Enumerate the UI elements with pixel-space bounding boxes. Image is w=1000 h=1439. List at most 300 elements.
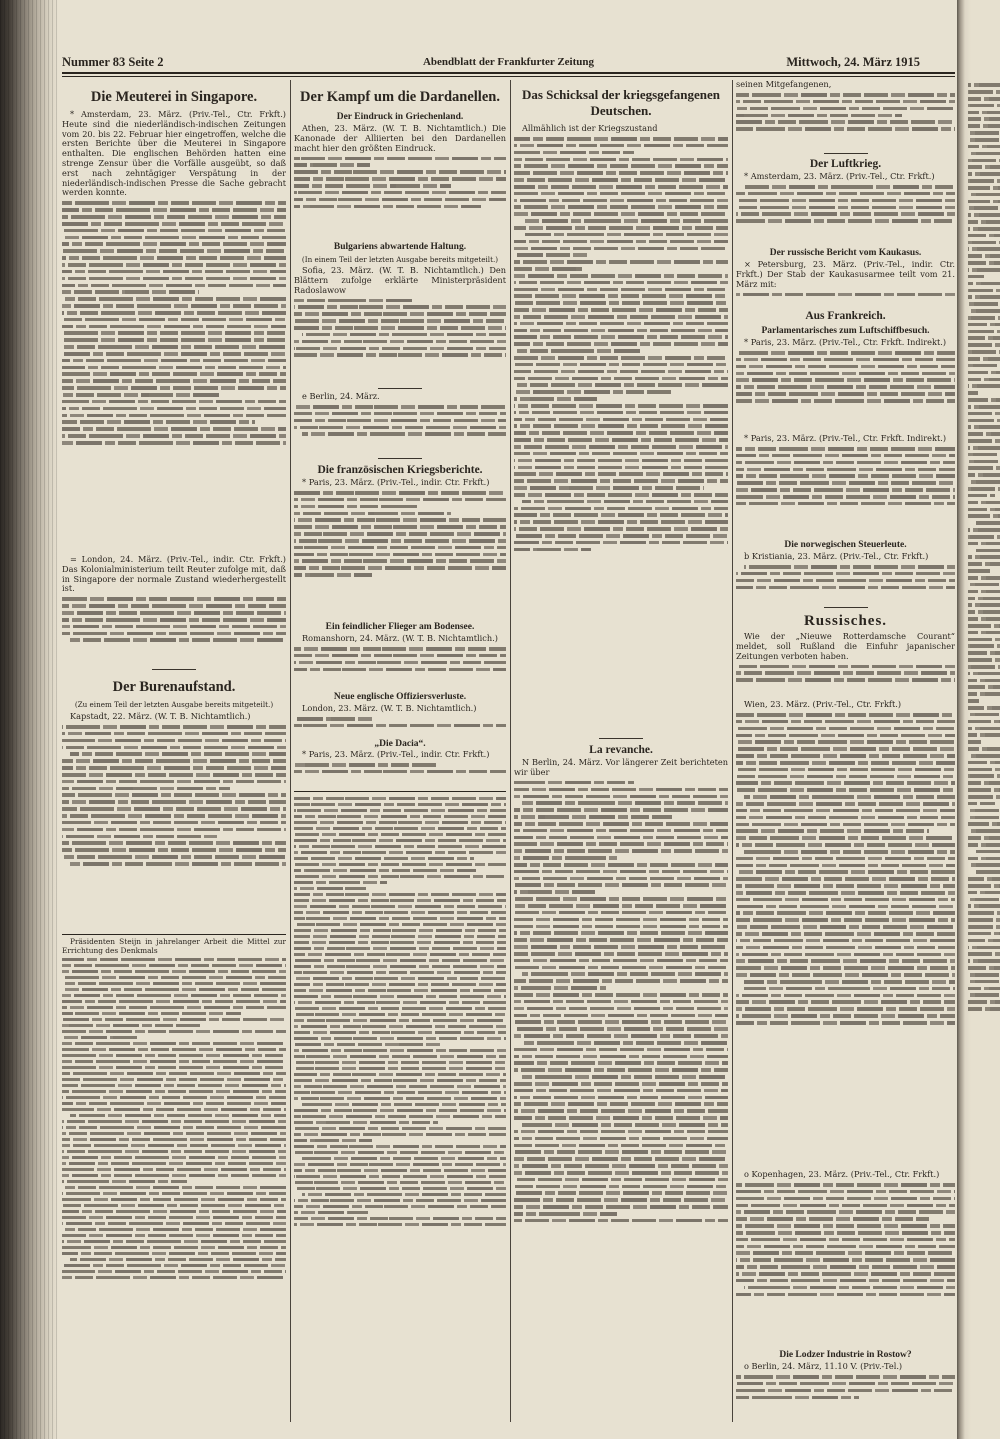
print-line — [514, 466, 728, 470]
print-line — [968, 863, 1000, 867]
print-line — [968, 857, 1000, 861]
print-line — [968, 111, 1000, 115]
print-line — [968, 774, 1000, 778]
print-line — [736, 358, 955, 362]
print-line — [968, 316, 1000, 320]
article-text: * Paris, 23. März. (Priv.-Tel., Ctr. Frkft. Indirekt.) — [744, 434, 947, 443]
print-line — [736, 905, 955, 909]
print-line — [968, 816, 1000, 820]
print-line — [736, 192, 955, 196]
print-line — [968, 97, 1000, 101]
article-text: Romanshorn, 24. März. (W. T. B. Nichtamtlich.) — [302, 634, 498, 643]
print-line — [968, 768, 1000, 772]
text-texture — [736, 289, 955, 308]
article-sofia — [294, 266, 506, 384]
print-line — [514, 541, 728, 545]
print-line — [736, 474, 955, 478]
print-line — [968, 809, 1000, 813]
print-line — [62, 1168, 286, 1171]
print-line — [736, 1272, 955, 1276]
print-line — [294, 1019, 506, 1022]
print-line — [968, 658, 1000, 662]
print-line — [736, 1014, 955, 1018]
print-line — [968, 145, 1000, 149]
print-line — [514, 342, 728, 346]
print-line — [62, 739, 286, 743]
print-line — [736, 219, 955, 223]
print-line — [968, 124, 1000, 128]
print-line — [736, 747, 955, 751]
print-line — [736, 734, 955, 738]
print-line — [968, 590, 1000, 594]
print-line — [968, 487, 1000, 491]
article-paris-1 — [736, 338, 955, 434]
print-line — [62, 793, 286, 797]
print-line — [62, 800, 286, 804]
text-texture — [294, 644, 506, 690]
print-line — [302, 1157, 506, 1160]
print-line — [514, 226, 728, 230]
print-line — [294, 559, 506, 563]
print-line — [62, 807, 286, 811]
print-line — [968, 918, 1000, 922]
print-line — [62, 759, 286, 763]
print-line — [744, 980, 955, 984]
print-line — [968, 651, 1000, 655]
article-text: o Berlin, 24. März, 11.10 V. (Priv.-Tel.) — [744, 1362, 903, 1371]
article-la-revanche — [514, 758, 728, 1420]
print-line — [968, 309, 1000, 313]
print-line — [294, 803, 506, 806]
print-line — [968, 624, 1000, 628]
print-line — [968, 494, 995, 498]
print-line — [70, 752, 286, 756]
print-line — [514, 520, 728, 524]
print-line — [514, 1096, 728, 1100]
print-line — [736, 823, 955, 827]
print-line — [736, 351, 955, 355]
print-line — [62, 1144, 286, 1147]
print-line — [968, 733, 1000, 737]
print-line — [736, 720, 955, 724]
masthead: Abendblatt der Frankfurter Zeitung — [422, 56, 594, 68]
print-line — [736, 946, 955, 950]
headline-singapore: Die Meuterei in Singapore. — [90, 89, 258, 105]
text-texture — [736, 348, 955, 434]
print-line — [294, 505, 417, 509]
subhead-bulgarien: Bulgariens abwartende Haltung. — [333, 242, 467, 252]
article-london-offiziere — [294, 704, 506, 738]
print-line — [514, 1171, 728, 1175]
print-line — [294, 1115, 506, 1118]
print-line — [968, 631, 1000, 635]
print-line — [968, 617, 1000, 621]
print-line — [514, 301, 728, 305]
text-texture — [294, 402, 506, 454]
print-line — [968, 514, 1000, 518]
print-line — [968, 419, 1000, 423]
print-line — [514, 842, 728, 846]
print-line — [968, 501, 1000, 505]
print-line — [514, 870, 728, 874]
print-line — [62, 982, 286, 985]
print-line — [968, 330, 1000, 334]
headline-kriegsberichte: Die französischen Kriegsberichte. — [317, 464, 483, 476]
print-line — [62, 732, 286, 736]
print-line — [968, 227, 1000, 231]
print-line — [62, 970, 286, 973]
print-line — [294, 815, 506, 818]
print-line — [736, 579, 955, 583]
print-line — [62, 229, 286, 233]
print-line — [744, 987, 955, 991]
print-line — [294, 532, 506, 536]
print-line — [62, 828, 286, 832]
print-line — [514, 945, 728, 949]
print-line — [736, 665, 955, 669]
print-line — [62, 1084, 286, 1087]
print-line — [294, 1175, 506, 1178]
print-line — [62, 1138, 286, 1141]
print-line — [968, 425, 1000, 429]
print-line — [294, 1211, 368, 1214]
print-line — [514, 1020, 728, 1024]
print-line — [294, 1145, 506, 1148]
print-line — [514, 137, 728, 141]
print-line — [294, 1049, 506, 1052]
print-line — [736, 740, 955, 744]
print-line — [514, 877, 728, 881]
text-texture — [294, 488, 506, 620]
print-line — [294, 405, 506, 409]
print-line — [522, 801, 728, 805]
print-line — [968, 371, 1000, 375]
print-line — [514, 438, 728, 442]
print-line — [294, 1037, 506, 1040]
print-line — [736, 1224, 955, 1228]
print-line — [62, 277, 286, 281]
print-line — [302, 1193, 506, 1196]
print-line — [514, 931, 728, 935]
print-line — [736, 918, 955, 922]
print-line — [70, 638, 286, 642]
print-line — [514, 315, 728, 319]
print-line — [514, 548, 591, 552]
print-line — [736, 994, 955, 998]
article-text: × Petersburg, 23. März. (Priv.-Tel., indir. Ctr. Frkft.) Der Stab der Kaukasusarmee teilt vom 21. März mit: — [736, 260, 955, 289]
print-line — [514, 247, 728, 251]
print-line — [736, 1217, 929, 1221]
print-line — [62, 1192, 286, 1195]
print-line — [968, 576, 1000, 580]
print-line — [968, 706, 1000, 710]
column-2 — [294, 80, 506, 1420]
print-line — [294, 821, 506, 824]
print-line — [294, 827, 506, 830]
article-text: * Paris, 23. März. (Priv.-Tel., Ctr. Frkft. Indirekt.) — [744, 338, 947, 347]
text-texture — [736, 661, 955, 700]
print-line — [736, 392, 955, 396]
headline-russisches: Russisches. — [803, 613, 888, 629]
article-kriegsgefangene-continued — [736, 80, 955, 150]
print-line — [294, 887, 366, 890]
print-line — [294, 863, 506, 866]
text-texture — [294, 295, 506, 384]
print-line — [294, 312, 506, 316]
print-line — [62, 242, 286, 246]
print-line — [62, 1198, 286, 1201]
print-line — [294, 426, 506, 430]
print-line — [968, 261, 1000, 265]
print-line — [736, 898, 955, 902]
print-line — [62, 1120, 286, 1123]
print-line — [294, 198, 506, 202]
print-line — [514, 1212, 617, 1216]
print-line — [514, 890, 595, 894]
print-line — [62, 290, 199, 294]
print-line — [736, 372, 955, 376]
print-line — [62, 773, 286, 777]
column-rule — [732, 80, 733, 1422]
print-line — [294, 1031, 506, 1034]
subhead-bodensee: Ein feindlicher Flieger am Bodensee. — [325, 622, 475, 632]
print-line — [968, 672, 1000, 676]
print-line — [968, 542, 1000, 546]
print-line — [294, 305, 506, 309]
print-line — [968, 836, 1000, 840]
print-line — [62, 407, 286, 411]
print-line — [62, 1048, 286, 1051]
print-line — [736, 911, 955, 915]
print-line — [514, 178, 728, 182]
print-line — [736, 788, 955, 792]
print-line — [968, 603, 1000, 607]
print-line — [514, 418, 728, 422]
print-line — [968, 446, 1000, 450]
print-line — [62, 746, 286, 750]
print-line — [968, 336, 1000, 340]
print-line — [968, 597, 1000, 601]
print-line — [514, 897, 728, 901]
print-line — [514, 513, 728, 517]
print-line — [736, 953, 955, 957]
print-line — [62, 1264, 286, 1267]
print-line — [514, 1055, 728, 1059]
print-line — [968, 727, 1000, 731]
print-line — [736, 864, 955, 868]
text-texture — [294, 714, 506, 738]
print-line — [968, 740, 981, 744]
print-line — [736, 1210, 955, 1214]
print-line — [62, 1222, 286, 1225]
print-line — [968, 959, 1000, 963]
adjacent-page-edge — [957, 0, 1000, 1439]
print-line — [294, 989, 506, 992]
print-line — [294, 184, 451, 188]
print-line — [62, 848, 286, 852]
print-line — [968, 713, 1000, 717]
print-line — [514, 1205, 728, 1209]
print-line — [514, 1164, 728, 1168]
print-line — [514, 390, 672, 394]
print-line — [968, 268, 1000, 272]
print-line — [62, 855, 286, 859]
print-line — [968, 569, 990, 573]
issue-date: Mittwoch, 24. März 1915 — [786, 55, 920, 69]
print-line — [514, 1089, 728, 1093]
headline-dardanellen: Der Kampf um die Dardanellen. — [300, 89, 500, 105]
print-line — [514, 479, 728, 483]
article-text: e Berlin, 24. März. — [302, 392, 380, 401]
print-line — [302, 333, 506, 337]
print-line — [294, 770, 506, 774]
print-line — [968, 754, 1000, 758]
print-line — [514, 781, 634, 785]
print-line — [968, 350, 1000, 354]
print-line — [62, 345, 286, 349]
print-line — [736, 809, 955, 813]
print-line — [968, 213, 1000, 217]
print-line — [514, 205, 728, 209]
print-line — [62, 814, 286, 818]
subhead-luftschiffbesuch: Parlamentarisches zum Luftschiffbesuch. — [761, 326, 930, 336]
print-line — [522, 233, 728, 237]
column-1 — [62, 80, 286, 1420]
print-line — [62, 994, 286, 997]
print-line — [294, 1223, 506, 1226]
print-line — [968, 480, 1000, 484]
print-line — [294, 959, 506, 962]
print-line — [968, 911, 1000, 915]
print-line — [736, 293, 955, 297]
print-line — [294, 797, 506, 800]
print-line — [62, 1186, 286, 1189]
print-line — [968, 795, 1000, 799]
print-line — [736, 1396, 859, 1400]
print-line — [62, 318, 286, 322]
print-line — [294, 326, 506, 330]
print-line — [62, 359, 286, 363]
print-line — [968, 932, 1000, 936]
print-line — [62, 1204, 286, 1207]
print-line — [62, 1132, 286, 1135]
article-text: London, 23. März. (W. T. B. Nichtamtlich.) — [302, 704, 477, 713]
print-line — [62, 1234, 286, 1237]
article-wien — [736, 700, 955, 1170]
article-text: Allmählich ist der Kriegszustand — [522, 124, 658, 133]
article-text: Sofia, 23. März. (W. T. B. Nichtamtlich.) Den Blättern zufolge erklärte Ministerpräsident Radoslawow — [294, 266, 506, 295]
print-line — [968, 90, 1000, 94]
print-line — [736, 891, 955, 895]
page-header — [62, 55, 955, 71]
print-line — [514, 815, 672, 819]
print-line — [294, 566, 506, 570]
text-texture — [736, 1180, 955, 1348]
print-line — [968, 220, 1000, 224]
print-line — [514, 1068, 728, 1072]
print-line — [62, 604, 286, 608]
print-line — [514, 240, 728, 244]
print-line — [514, 472, 728, 476]
print-line — [294, 668, 506, 672]
print-line — [62, 338, 286, 342]
print-line — [62, 1252, 286, 1255]
print-line — [514, 377, 728, 381]
print-line — [736, 1293, 955, 1297]
print-line — [70, 862, 286, 866]
print-line — [736, 199, 955, 203]
print-line — [62, 201, 286, 205]
print-line — [294, 1025, 506, 1028]
print-line — [514, 459, 728, 463]
print-line — [62, 1228, 286, 1231]
feuilleton-middle — [294, 794, 506, 1420]
print-line — [294, 1055, 506, 1058]
print-line — [736, 1000, 955, 1004]
print-line — [294, 971, 506, 974]
print-line — [294, 881, 387, 884]
print-line — [736, 114, 902, 118]
print-line — [294, 191, 506, 195]
print-line — [294, 724, 506, 728]
print-line — [62, 988, 286, 991]
print-line — [736, 206, 955, 210]
print-line — [62, 1102, 286, 1105]
print-line — [968, 206, 1000, 210]
print-line — [62, 1006, 286, 1009]
print-line — [62, 1210, 286, 1213]
print-line — [968, 302, 1000, 306]
print-line — [302, 1103, 506, 1106]
text-texture — [736, 444, 955, 538]
print-line — [62, 297, 286, 301]
print-line — [968, 555, 1000, 559]
print-line — [62, 270, 286, 274]
print-line — [62, 215, 286, 219]
print-line — [968, 323, 1000, 327]
print-line — [514, 1014, 728, 1018]
print-line — [62, 372, 286, 376]
print-line — [294, 1133, 506, 1136]
text-texture — [62, 955, 286, 1420]
print-line — [294, 518, 506, 522]
print-line — [968, 829, 1000, 833]
print-line — [968, 343, 1000, 347]
print-line — [62, 964, 286, 967]
column-3 — [514, 80, 728, 1420]
print-line — [968, 747, 1000, 751]
print-line — [514, 253, 587, 257]
article-kristiania — [736, 552, 955, 604]
print-line — [736, 468, 955, 472]
print-line — [736, 877, 955, 881]
print-line — [294, 539, 506, 543]
headline-luftkrieg: Der Luftkrieg. — [809, 158, 882, 170]
print-line — [62, 256, 286, 260]
print-line — [514, 493, 728, 497]
print-line — [736, 1279, 955, 1283]
print-line — [736, 100, 955, 104]
print-line — [968, 117, 1000, 121]
subhead-lodzer-industrie: Die Lodzer Industrie in Rostow? — [779, 1350, 912, 1360]
print-line — [968, 186, 1000, 190]
print-line — [736, 93, 955, 97]
print-line — [976, 521, 1000, 525]
print-line — [736, 836, 955, 840]
print-line — [294, 654, 506, 658]
print-line — [294, 845, 506, 848]
print-line — [514, 1150, 728, 1154]
